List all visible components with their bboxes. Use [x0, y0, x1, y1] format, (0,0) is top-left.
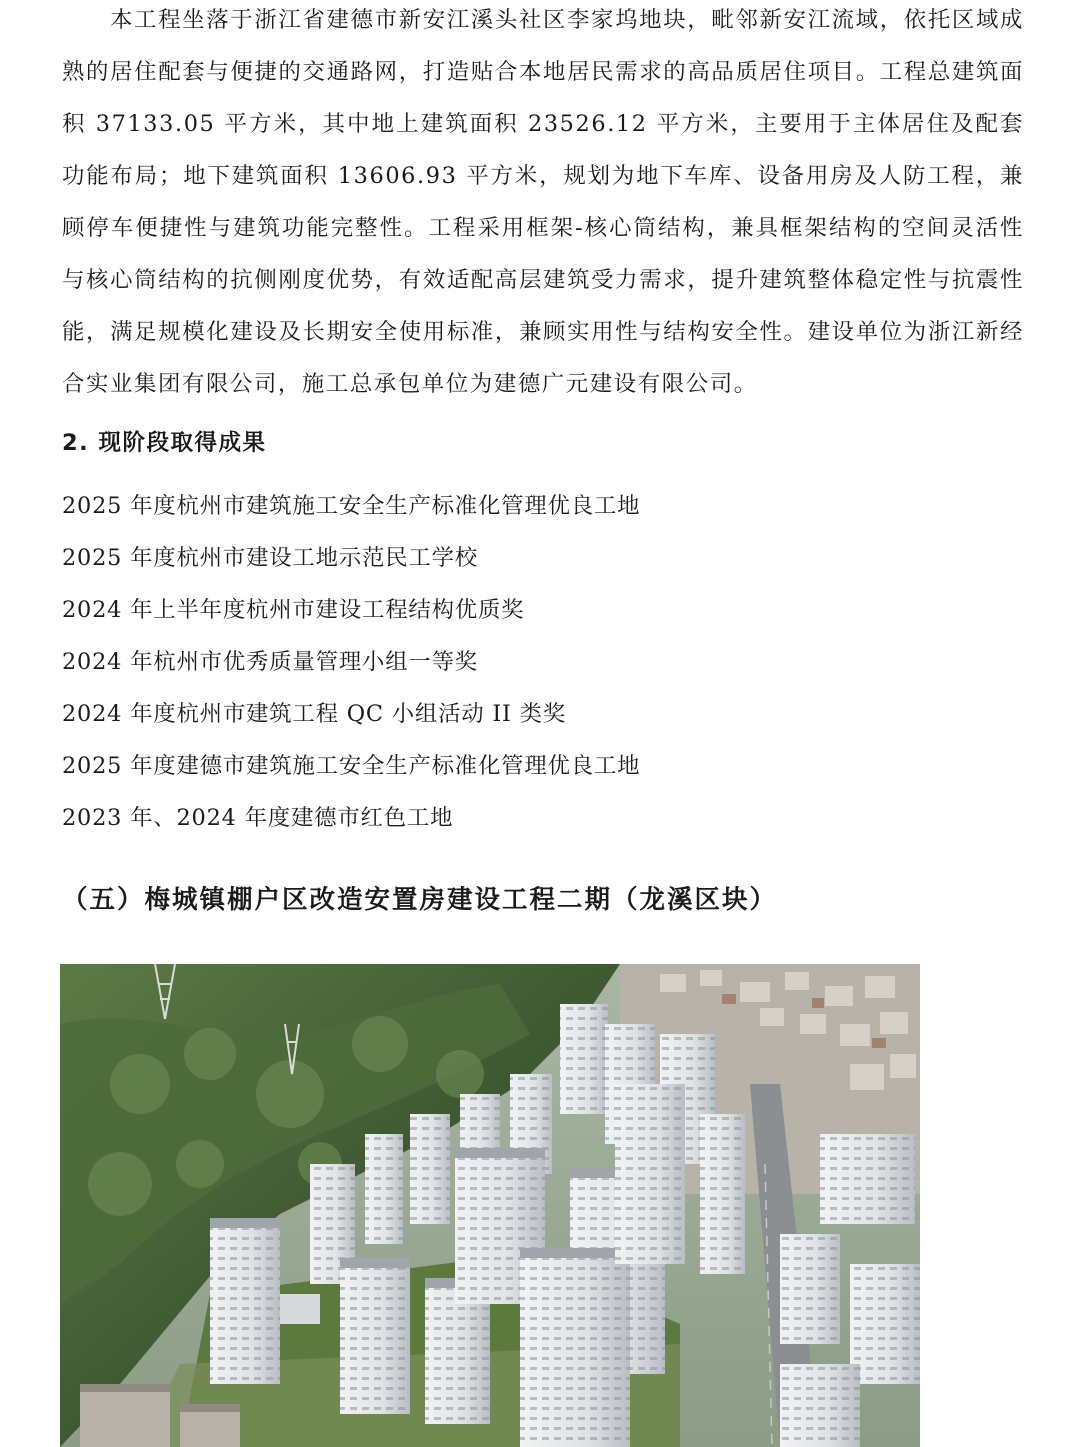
aerial-photo-residential-towers-icon	[60, 964, 920, 1447]
achievement-item: 2025 年度杭州市建筑施工安全生产标准化管理优良工地	[62, 493, 641, 519]
section-heading: （五）梅城镇棚户区改造安置房建设工程二期（龙溪区块）	[62, 885, 778, 915]
achievement-item: 2025 年度建德市建筑施工安全生产标准化管理优良工地	[62, 753, 641, 779]
achievements-list	[62, 484, 640, 848]
achievement-item: 2024 年上半年度杭州市建设工程结构优质奖	[62, 597, 525, 623]
achievement-item: 2025 年度杭州市建设工地示范民工学校	[62, 545, 478, 571]
achievement-item: 2023 年、2024 年度建德市红色工地	[62, 805, 454, 831]
achievement-item: 2024 年杭州市优秀质量管理小组一等奖	[62, 649, 478, 675]
intro-paragraph: 本工程坐落于浙江省建德市新安江溪头社区李家坞地块，毗邻新安江流域，依托区域成熟的居住配套与便捷的交通路网，打造贴合本地居民需求的高品质居住项目。工程总建筑面积 37133.05 平方米，其中地上建筑面积 23526.12 平方米，主要用于主体居住及配套功能布局；地下建筑面积 13606.93 平方米，规划为地下车库、设备用房及人防工程，兼顾停车便捷性与建筑功能完整性。工程采用框架-核心筒结构，兼具框架结构的空间灵活性与核心筒结构的抗侧刚度优势，有效适配高层建筑受力需求，提升建筑整体稳定性与抗震性能，满足规模化建设及长期安全使用标准，兼顾实用性与结构安全性。建设单位为浙江新经合实业集团有限公司，施工总承包单位为建德广元建设有限公司。	[62, 7, 1024, 397]
achievement-item: 2024 年度杭州市建筑工程 QC 小组活动 II 类奖	[62, 701, 567, 727]
achievements-heading: 2. 现阶段取得成果	[62, 430, 267, 456]
